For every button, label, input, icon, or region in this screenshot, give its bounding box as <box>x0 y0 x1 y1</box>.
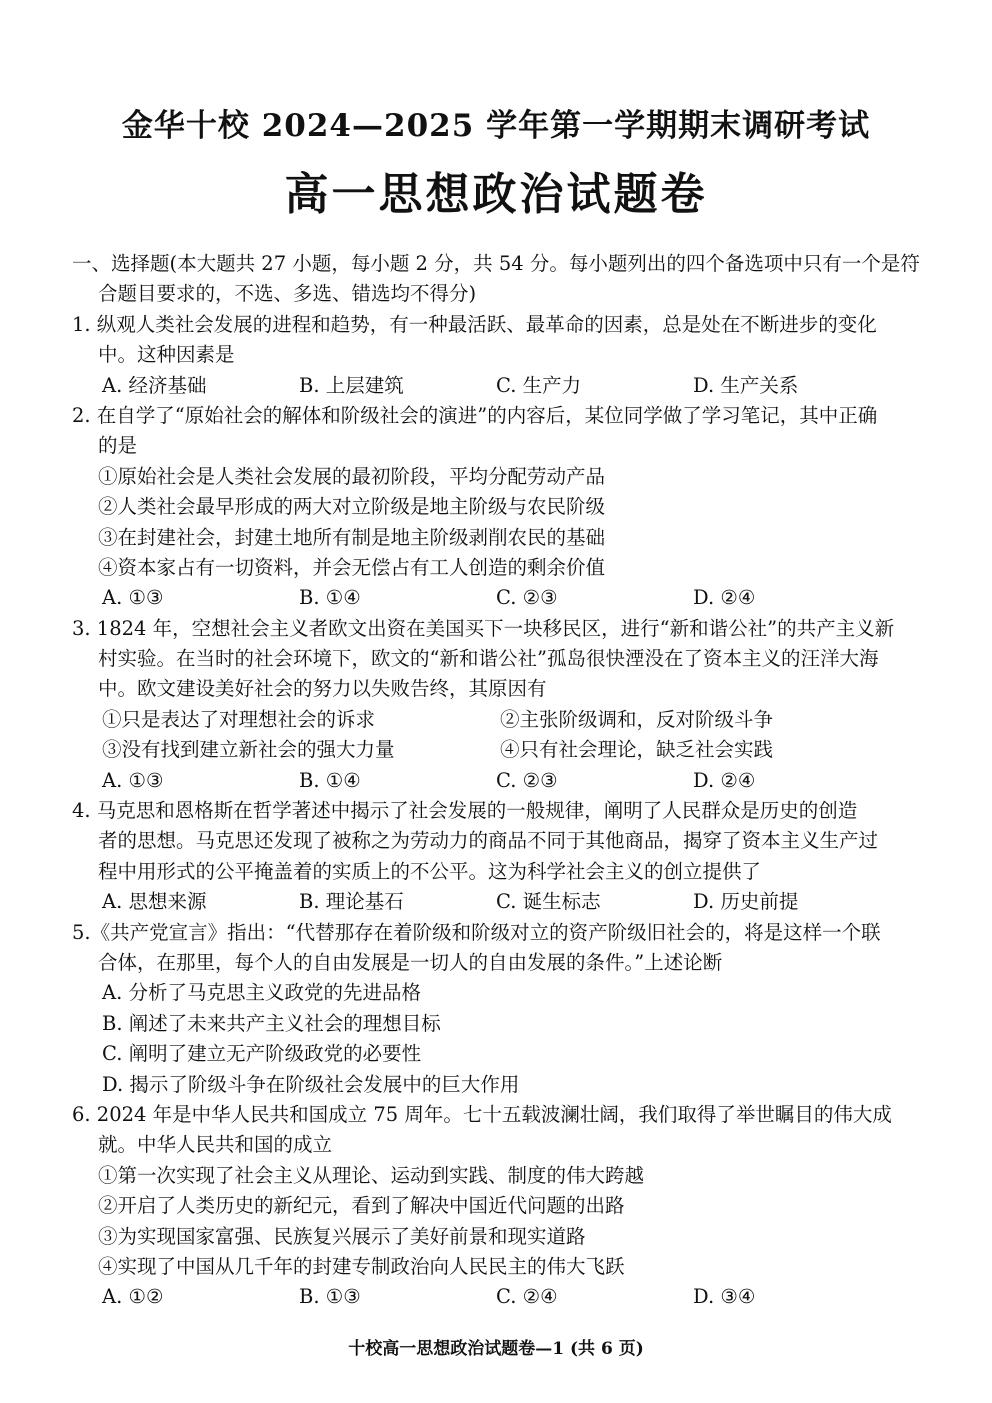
question-1-stem-cont: 中。这种因素是 <box>98 343 235 367</box>
statement-4: ④资本家占有一切资料，并会无偿占有工人创造的剩余价值 <box>98 555 606 579</box>
question-3-statements-row <box>72 705 922 735</box>
statement-4: ④只有社会理论，缺乏社会实践 <box>500 738 774 762</box>
option-c: C. ②③ <box>496 586 558 610</box>
option-b: B. ①③ <box>299 1285 361 1309</box>
option-a: A. 思想来源 <box>102 890 207 914</box>
statement-3: ③没有找到建立新社会的强大力量 <box>102 738 395 762</box>
question-4 <box>72 796 922 918</box>
option-d: D. ③④ <box>693 1285 756 1309</box>
option-d: D. ②④ <box>693 768 756 792</box>
option-a: A. ①③ <box>102 586 164 610</box>
statement-1: ①只是表达了对理想社会的诉求 <box>102 707 376 731</box>
exam-title: 金华十校 2024—2025 学年第一学期期末调研考试 <box>121 108 871 144</box>
question-6 <box>72 1100 922 1313</box>
question-3-options <box>72 766 922 796</box>
question-4-stem: 4. 马克思和恩格斯在哲学著述中揭示了社会发展的一般规律，阐明了人民群众是历史的创造 <box>72 799 858 823</box>
option-c: C. 诞生标志 <box>496 890 601 914</box>
option-c: C. 生产力 <box>496 373 582 397</box>
statement-1: ①原始社会是人类社会发展的最初阶段，平均分配劳动产品 <box>98 464 606 488</box>
question-2-options <box>72 583 922 613</box>
option-c: C. ②③ <box>496 768 558 792</box>
question-3-stem: 3. 1824 年，空想社会主义者欧文出资在美国买下一块移民区，进行“新和谐公社”的共产主义新 <box>72 616 895 640</box>
question-4-stem-cont: 者的思想。马克思还发现了被称之为劳动力的商品不同于其他商品，揭穿了资本主义生产过 <box>98 829 879 853</box>
question-6-stem-cont: 就。中华人民共和国的成立 <box>98 1133 333 1157</box>
question-2-stem: 2. 在自学了“原始社会的解体和阶级社会的演进”的内容后，某位同学做了学习笔记，其中正确 <box>72 403 878 427</box>
question-3-statements-row <box>72 735 922 765</box>
option-a: A. ①② <box>102 1285 164 1309</box>
option-b: B. ①④ <box>299 768 361 792</box>
question-content <box>72 249 922 1313</box>
option-a: A. 分析了马克思主义政党的先进品格 <box>102 981 421 1005</box>
section-heading: 一、选择题(本大题共 27 小题，每小题 2 分，共 54 分。每小题列出的四个备选项中只有一个是符 <box>72 252 920 275</box>
question-3-stem-cont: 村实验。在当时的社会环境下，欧文的“新和谐公社”孤岛很快湮没在了资本主义的汪洋大海 <box>98 647 879 671</box>
question-1 <box>72 310 922 401</box>
statement-2: ②人类社会最早形成的两大对立阶级是地主阶级与农民阶级 <box>98 495 606 519</box>
statement-2: ②开启了人类历史的新纪元，看到了解决中国近代问题的出路 <box>98 1194 625 1218</box>
paper-title: 高一思想政治试题卷 <box>284 169 708 220</box>
option-d: D. 揭示了阶级斗争在阶级社会发展中的巨大作用 <box>102 1072 520 1096</box>
question-4-options <box>72 887 922 917</box>
option-d: D. ②④ <box>693 586 756 610</box>
question-6-options <box>72 1282 922 1312</box>
option-d: D. 生产关系 <box>693 373 799 397</box>
option-b: B. 理论基石 <box>299 890 404 914</box>
question-3 <box>72 614 922 796</box>
option-c: C. ②④ <box>496 1285 558 1309</box>
option-d: D. 历史前提 <box>693 890 799 914</box>
statement-3: ③为实现国家富强、民族复兴展示了美好前景和现实道路 <box>98 1224 586 1248</box>
statement-1: ①第一次实现了社会主义从理论、运动到实践、制度的伟大跨越 <box>98 1163 645 1187</box>
statement-2: ②主张阶级调和，反对阶级斗争 <box>500 707 774 731</box>
statement-4: ④实现了中国从几千年的封建专制政治向人民民主的伟大飞跃 <box>98 1254 625 1278</box>
page-footer: 十校高一思想政治试题卷—1 (共 6 页) <box>348 1339 644 1359</box>
question-5 <box>72 918 922 1100</box>
question-2 <box>72 401 922 614</box>
option-a: A. 经济基础 <box>102 373 207 397</box>
option-b: B. 阐述了未来共产主义社会的理想目标 <box>102 1011 441 1035</box>
option-b: B. ①④ <box>299 586 361 610</box>
option-b: B. 上层建筑 <box>299 373 404 397</box>
question-6-stem: 6. 2024 年是中华人民共和国成立 75 周年。七十五载波澜壮阔，我们取得了举世瞩目的伟大成 <box>72 1102 892 1126</box>
question-4-stem-cont: 程中用形式的公平掩盖着的实质上的不公平。这为科学社会主义的创立提供了 <box>98 859 762 883</box>
question-5-stem-cont: 合体，在那里，每个人的自由发展是一切人的自由发展的条件。”上述论断 <box>98 950 723 974</box>
question-5-stem: 5.《共产党宣言》指出：“代替那存在着阶级和阶级对立的资产阶级旧社会的，将是这样一个联 <box>72 920 881 944</box>
option-a: A. ①③ <box>102 768 164 792</box>
statement-3: ③在封建社会，封建土地所有制是地主阶级剥削农民的基础 <box>98 525 606 549</box>
section-heading-cont: 合题目要求的，不选、多选、错选均不得分) <box>98 282 477 306</box>
question-1-options <box>72 371 922 401</box>
question-3-stem-cont: 中。欧文建设美好社会的努力以失败告终，其原因有 <box>98 677 547 701</box>
question-1-stem: 1. 纵观人类社会发展的进程和趋势，有一种最活跃、最革命的因素，总是处在不断进步的变化 <box>72 312 877 336</box>
option-c: C. 阐明了建立无产阶级政党的必要性 <box>102 1042 422 1066</box>
question-2-stem-cont: 的是 <box>98 434 138 458</box>
